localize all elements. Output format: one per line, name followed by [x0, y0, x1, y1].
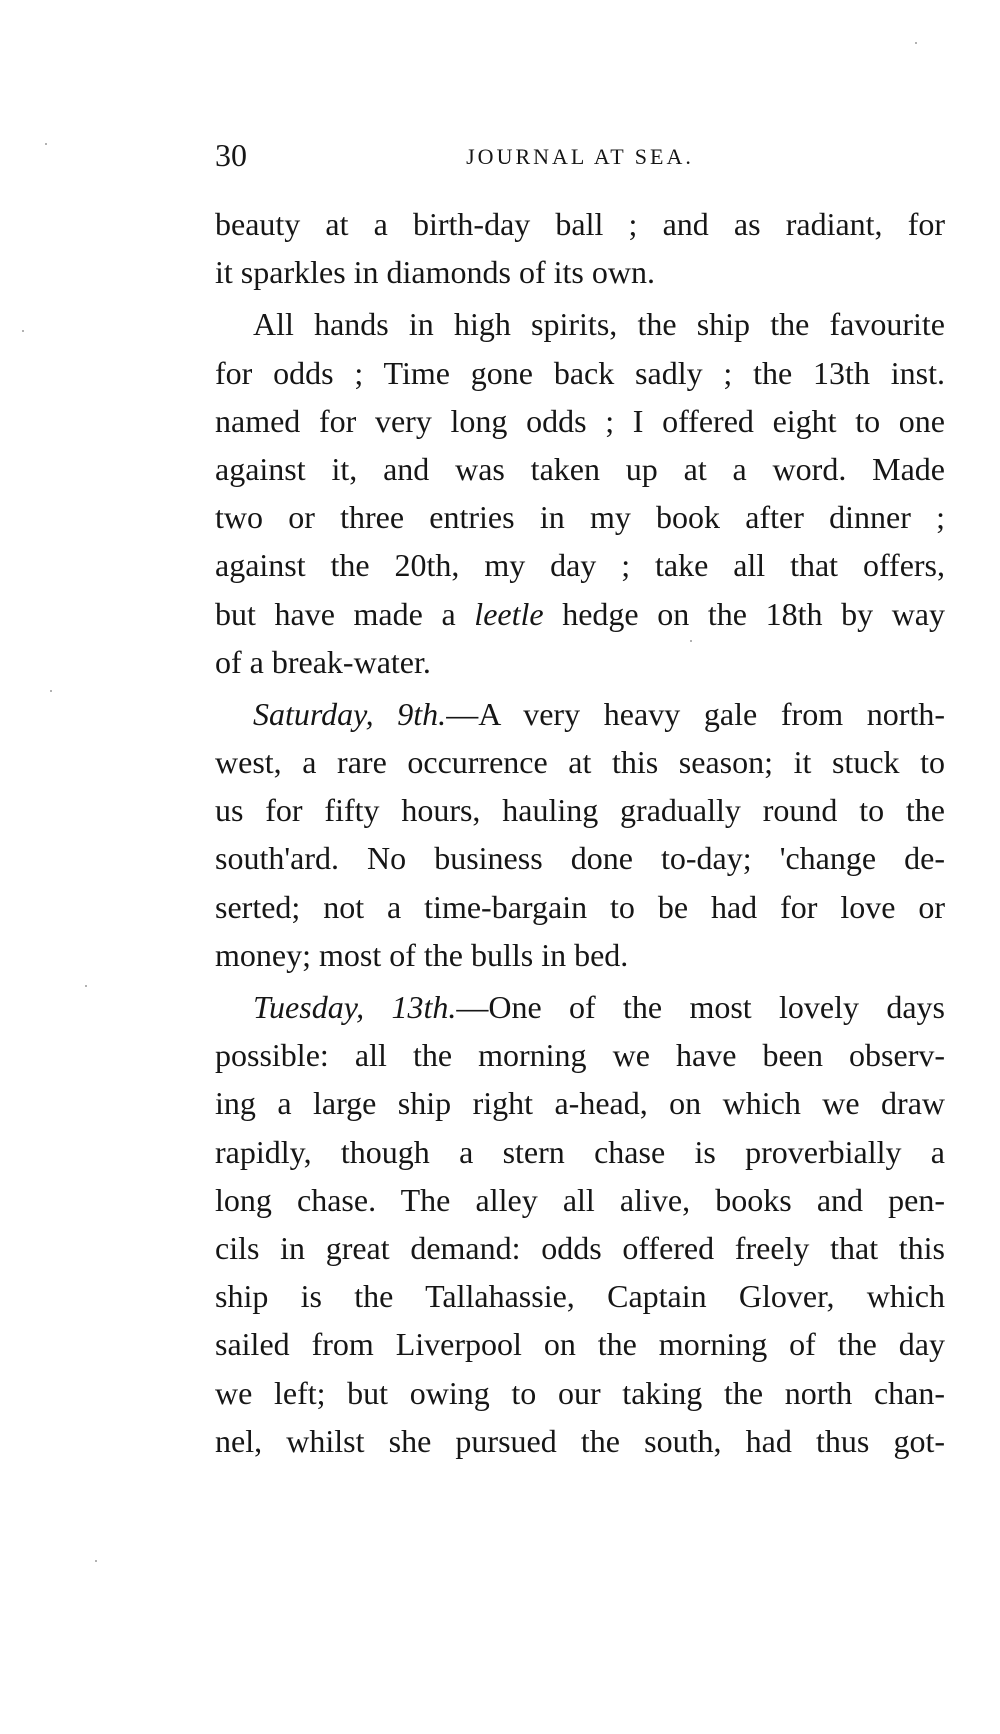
text-line: ship is the Tallahassie, Captain Glover, which: [215, 1278, 945, 1315]
scan-speck: [690, 640, 692, 642]
text-run: —One of the most lovely days: [456, 989, 946, 1025]
text-run: but have made a: [215, 595, 475, 632]
scan-speck: [85, 985, 87, 987]
text-line: cils in great demand: odds offered freely that this: [215, 1229, 945, 1266]
scan-speck: [45, 143, 47, 145]
text-line: we left; but owing to our taking the north chan-: [215, 1374, 945, 1411]
text-line: south'ard. No business done to-day; 'change de-: [215, 840, 945, 877]
text-line: for odds ; Time gone back sadly ; the 13th inst.: [215, 354, 945, 391]
text-line: two or three entries in my book after dinner ;: [215, 499, 945, 536]
text-line: named for very long odds ; I offered eight to one: [215, 402, 945, 439]
text-line: long chase. The alley all alive, books and pen-: [215, 1181, 945, 1218]
text-line: it sparkles in diamonds of its own.: [215, 254, 655, 291]
text-line: ing a large ship right a-head, on which we draw: [215, 1085, 945, 1122]
scan-speck: [22, 330, 24, 332]
body-text: [215, 200, 945, 1465]
text-line: beauty at a birth-day ball ; and as radiant, for: [215, 206, 945, 242]
running-header: [215, 135, 945, 175]
text-line: money; most of the bulls in bed.: [215, 936, 629, 973]
text-line: possible: all the morning we have been observ-: [215, 1037, 945, 1074]
text-run: hedge on the 18th by way: [543, 595, 946, 632]
text-line: nel, whilst she pursued the south, had thus got-: [215, 1422, 945, 1459]
scan-speck: [95, 1560, 97, 1562]
text-line: [215, 983, 945, 1031]
text-run: —A very heavy gale from north-: [446, 695, 946, 732]
text-line: against it, and was taken up at a word. Made: [215, 450, 945, 487]
text-line: of a break-water.: [215, 643, 431, 680]
text-line: [215, 690, 945, 738]
running-title: JOURNAL AT SEA.: [466, 144, 694, 169]
italic-word: leetle: [474, 595, 544, 632]
text-line: sailed from Liverpool on the morning of the day: [215, 1326, 945, 1363]
page-number: 30: [215, 137, 247, 173]
text-line: All hands in high spirits, the ship the favourite: [253, 306, 945, 343]
text-line: against the 20th, my day ; take all that offers,: [215, 547, 945, 584]
text-line: rapidly, though a stern chase is proverbially a: [215, 1133, 945, 1170]
text-line: west, a rare occurrence at this season; it stuck to: [215, 744, 945, 781]
entry-date: Tuesday, 13th.: [253, 989, 457, 1025]
scan-speck: [50, 690, 52, 692]
entry-date: Saturday, 9th.: [253, 695, 447, 732]
text-line: [215, 590, 945, 638]
text-line: us for fifty hours, hauling gradually round to the: [215, 792, 945, 829]
text-line: serted; not a time-bargain to be had for love or: [215, 888, 945, 925]
scan-speck: [915, 42, 917, 44]
